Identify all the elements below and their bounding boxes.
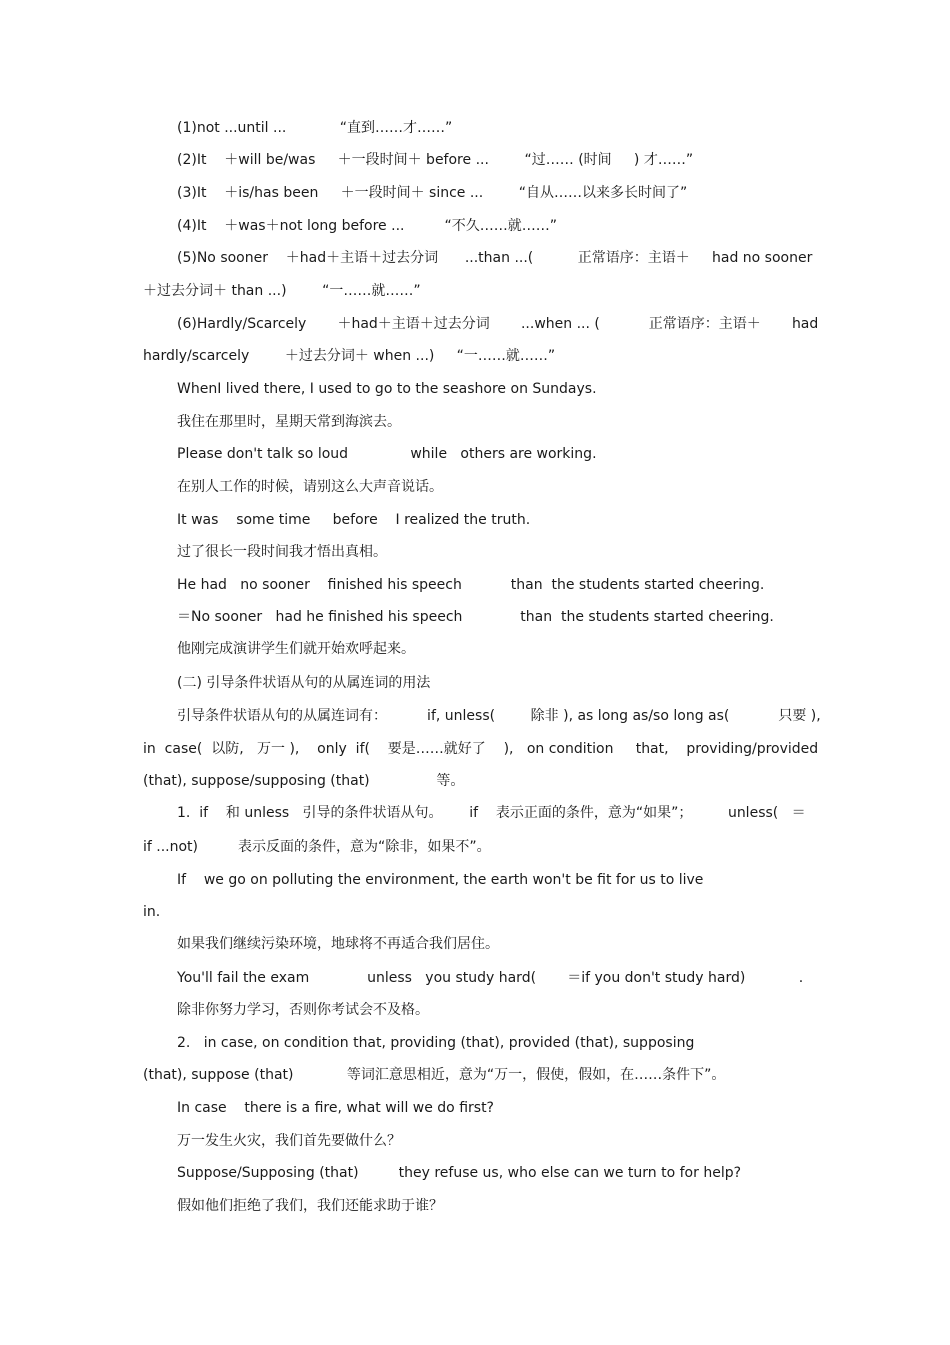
text-line: He had no sooner finished his speech than the students started cheering. (177, 577, 765, 593)
text-line: (4)It ＋was＋not long before ... “不久……就……” (177, 218, 558, 234)
text-line: Please don't talk so loud while others are working. (177, 446, 597, 462)
text-line: (3)It ＋is/has been ＋一段时间＋ since ... “自从……以来多长时间了” (177, 185, 688, 201)
text-line: ＝No sooner had he finished his speech than the students started cheering. (177, 609, 774, 625)
text-line: (2)It ＋will be/was ＋一段时间＋ before ... “过…… (时间 ) 才……” (177, 152, 694, 168)
text-line: 过了很长一段时间我才悟出真相。 (177, 544, 387, 560)
text-line: 在别人工作的时候，请别这么大声音说话。 (177, 479, 443, 495)
section-heading: (二) 引导条件状语从句的从属连词的用法 (177, 675, 431, 691)
text-line: in case( 以防, 万一 ), only if( 要是……就好了 ), on condition that, providing/provided (143, 741, 819, 757)
text-line: (6)Hardly/Scarcely ＋had＋主语＋过去分词 ...when ... ( 正常语序：主语＋ had (177, 316, 819, 332)
text-line: 除非你努力学习，否则你考试会不及格。 (177, 1002, 429, 1018)
text-line: 1. if 和 unless 引导的条件状语从句。 if 表示正面的条件，意为“如果”； unless( ＝ (177, 805, 806, 821)
text-line: (5)No sooner ＋had＋主语＋过去分词 ...than ...( 正常语序：主语＋ had no sooner (177, 250, 813, 266)
text-line: (that), suppose/supposing (that) 等。 (143, 773, 465, 789)
text-line: ＋过去分词＋ than ...) “一……就……” (143, 283, 421, 299)
text-line: 2. in case, on condition that, providing (that), provided (that), supposing (177, 1035, 695, 1051)
text-line: hardly/scarcely ＋过去分词＋ when ...) “一……就……” (143, 348, 556, 364)
text-line: 万一发生火灾，我们首先要做什么？ (177, 1133, 401, 1149)
text-line: Suppose/Supposing (that) they refuse us, who else can we turn to for help? (177, 1165, 742, 1181)
text-line: In case there is a fire, what will we do first? (177, 1100, 494, 1116)
text-line: 他刚完成演讲学生们就开始欢呼起来。 (177, 641, 415, 657)
text-line: (1)not ...until ... “直到……才……” (177, 120, 453, 136)
text-line: If we go on polluting the environment, the earth won't be fit for us to live (177, 872, 704, 888)
text-line: 如果我们继续污染环境，地球将不再适合我们居住。 (177, 936, 499, 952)
text-line: 我住在那里时，星期天常到海滨去。 (177, 414, 401, 430)
text-line: in. (143, 904, 161, 920)
text-line: You'll fail the exam unless you study hard( ＝if you don't study hard) . (177, 970, 804, 986)
text-line: (that), suppose (that) 等词汇意思相近，意为“万一，假使，假如，在……条件下”。 (143, 1067, 726, 1083)
text-line: WhenI lived there, I used to go to the seashore on Sundays. (177, 381, 597, 397)
text-line: It was some time before I realized the truth. (177, 512, 531, 528)
text-line: if ...not) 表示反面的条件，意为“除非，如果不”。 (143, 839, 491, 855)
text-line: 假如他们拒绝了我们，我们还能求助于谁？ (177, 1198, 443, 1214)
text-line: 引导条件状语从句的从属连词有： if, unless( 除非 ), as long as/so long as( 只要 ), (177, 708, 821, 724)
